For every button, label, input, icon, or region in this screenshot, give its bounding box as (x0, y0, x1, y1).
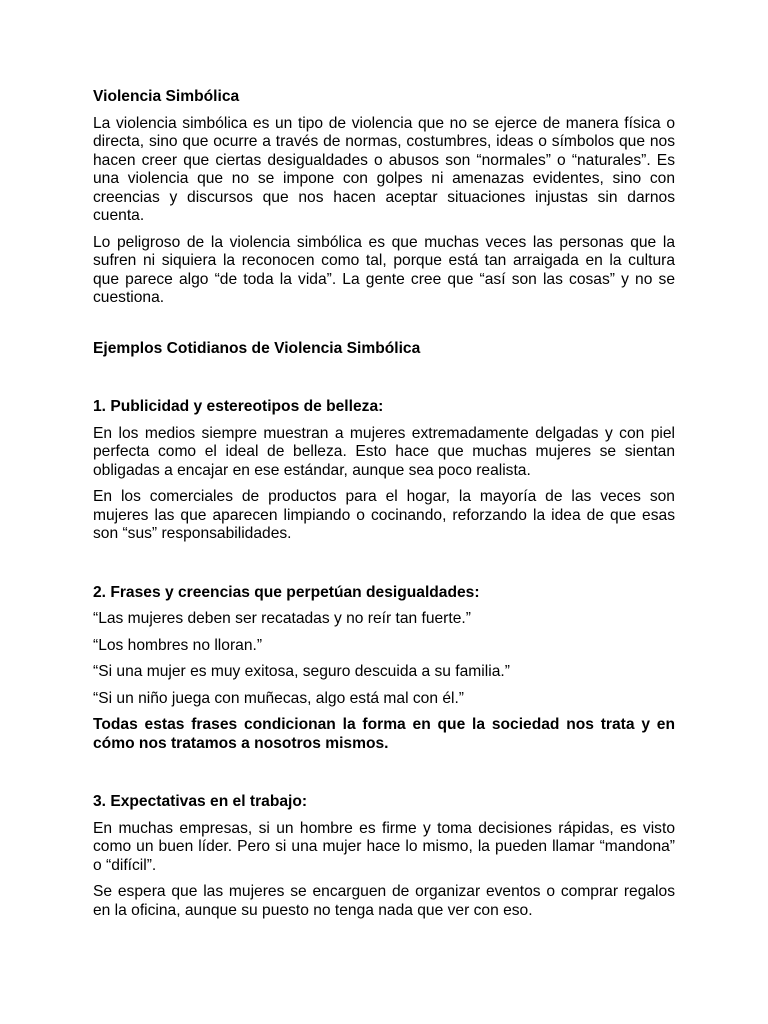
document-title: Violencia Simbólica (93, 88, 240, 105)
quote-item: “Si una mujer es muy exitosa, seguro descuida a su familia.” (93, 663, 510, 680)
examples-heading: Ejemplos Cotidianos de Violencia Simbólica (93, 339, 421, 357)
section-paragraph: Se espera que las mujeres se encarguen de organizar eventos o comprar regalos en la oficina, aunque su puesto no tenga nada que ver con eso. (93, 883, 675, 919)
section-heading-1: 1. Publicidad y estereotipos de belleza: (93, 398, 384, 415)
section-paragraph: En los comerciales de productos para el hogar, la mayoría de las veces son mujeres las que aparecen limpiando o cocinando, reforzando la idea de que esas son “sus” responsabilidades. (93, 488, 675, 542)
quote-item: “Los hombres no lloran.” (93, 636, 263, 654)
quote-item: “Las mujeres deben ser recatadas y no reír tan fuerte.” (93, 610, 471, 627)
intro-paragraph: Lo peligroso de la violencia simbólica es que muchas veces las personas que la sufren ni siquiera la reconocen como tal, porque está tan arraigada en la cultura que parece algo “de toda la vida”. La gente cree que “así son las cosas” y no se cuestiona. (93, 233, 675, 306)
intro-paragraph: La violencia simbólica es un tipo de violencia que no se ejerce de manera física o directa, sino que ocurre a través de normas, costumbres, ideas o símbolos que nos hacen creer que ciertas desigualdades o abusos son “normales” o “naturales”. Es una violencia que no se impone con golpes ni amenazas evidentes, sino con creencias y discursos que nos hacen aceptar situaciones injustas sin darnos cuenta. (93, 114, 675, 224)
section-paragraph: En los medios siempre muestran a mujeres extremadamente delgadas y con piel perfecta como el ideal de belleza. Esto hace que muchas mujeres se sientan obligadas a encajar en ese estándar, aunque sea poco realista. (93, 424, 675, 479)
section-heading-2: 2. Frases y creencias que perpetúan desigualdades: (93, 583, 480, 601)
section-conclusion: Todas estas frases condicionan la forma en que la sociedad nos trata y en cómo nos tratamos a nosotros mismos. (93, 716, 675, 752)
quote-item: “Si un niño juega con muñecas, algo está mal con él.” (93, 689, 464, 707)
section-heading-3: 3. Expectativas en el trabajo: (93, 793, 308, 810)
section-paragraph: En muchas empresas, si un hombre es firme y toma decisiones rápidas, es visto como un buen líder. Pero si una mujer hace lo mismo, la pueden llamar “mandona” o “difícil”. (93, 819, 675, 874)
